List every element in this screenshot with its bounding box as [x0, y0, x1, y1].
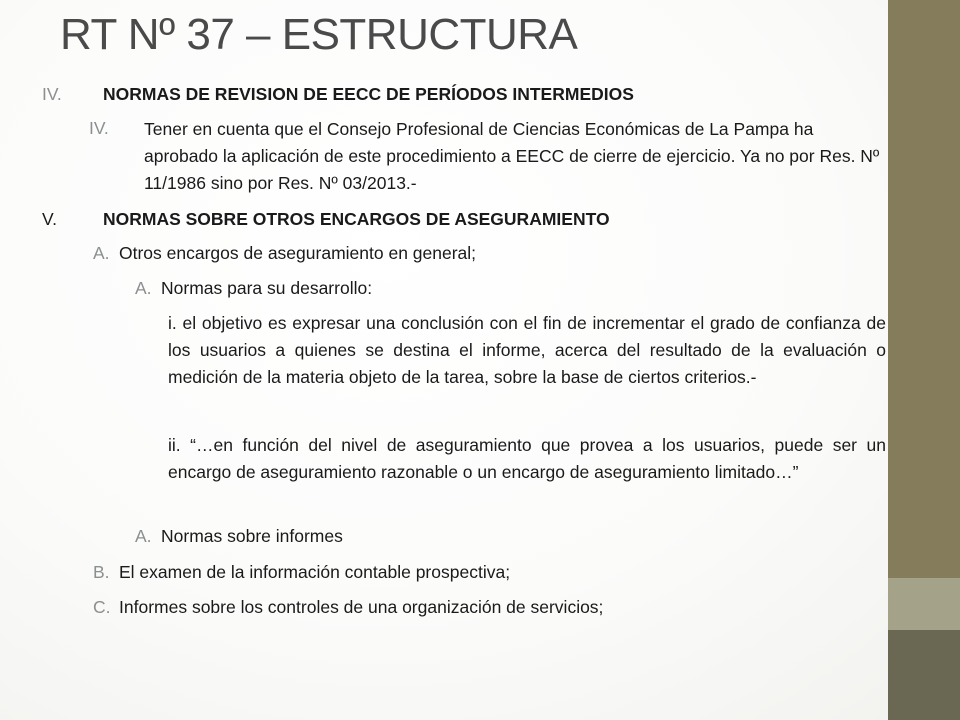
- outline-item-a-a: [0, 276, 888, 300]
- paragraph-text: i. el objetivo es expresar una conclusión con el fin de incrementar el grado de confianza de los usuarios a quienes se destina el informe, acerca del resultado de la evaluación o medición de la materia objeto de la tarea, sobre la base de ciertos criterios.-: [168, 313, 886, 387]
- outline-item-section-v: [0, 207, 888, 231]
- outline-text: Informes sobre los controles de una organización de servicios;: [119, 597, 604, 617]
- paragraph-i: [0, 310, 888, 422]
- outline-text: El examen de la información contable prospectiva;: [119, 562, 511, 582]
- outline-marker: C.: [93, 597, 111, 617]
- outline-item-c: [0, 595, 888, 619]
- outline-text: NORMAS DE REVISION DE EECC DE PERÍODOS INTERMEDIOS: [103, 84, 634, 104]
- outline-item-b: [0, 560, 888, 584]
- outline-text: Normas sobre informes: [161, 526, 343, 546]
- outline-marker: A.: [93, 243, 110, 263]
- paragraph-ii: [0, 432, 888, 516]
- outline-item-section-iv: [0, 82, 888, 106]
- sidebar-band-light: [888, 578, 960, 630]
- sidebar-band-dark: [888, 630, 960, 720]
- slide-title: RT Nº 37 – ESTRUCTURA: [60, 10, 578, 59]
- outline-text: Tener en cuenta que el Consejo Profesional de Ciencias Económicas de La Pampa ha aprobado la aplicación de este procedimiento a EECC de cierre de ejercicio. Ya no por Res. Nº 11/1986 sino por Res. Nº 03/2013.-: [144, 119, 880, 193]
- outline-marker: V.: [42, 209, 57, 229]
- outline-item-a: [0, 241, 888, 265]
- decorative-sidebar: [888, 0, 960, 720]
- outline-item-section-iv-sub: [0, 116, 888, 194]
- outline-item-a-b: [0, 524, 888, 548]
- paragraph-text: ii. “…en función del nivel de aseguramiento que provea a los usuarios, puede ser un encargo de aseguramiento razonable o un encargo de aseguramiento limitado…”: [168, 435, 886, 482]
- outline-text: Otros encargos de aseguramiento en general;: [119, 243, 477, 263]
- outline-marker: IV.: [89, 118, 109, 138]
- outline-marker: A.: [135, 526, 152, 546]
- outline-marker: B.: [93, 562, 110, 582]
- outline-marker: IV.: [42, 84, 62, 104]
- outline-text: Normas para su desarrollo:: [161, 278, 373, 298]
- outline-marker: A.: [135, 278, 152, 298]
- outline-text: NORMAS SOBRE OTROS ENCARGOS DE ASEGURAMIENTO: [103, 209, 610, 229]
